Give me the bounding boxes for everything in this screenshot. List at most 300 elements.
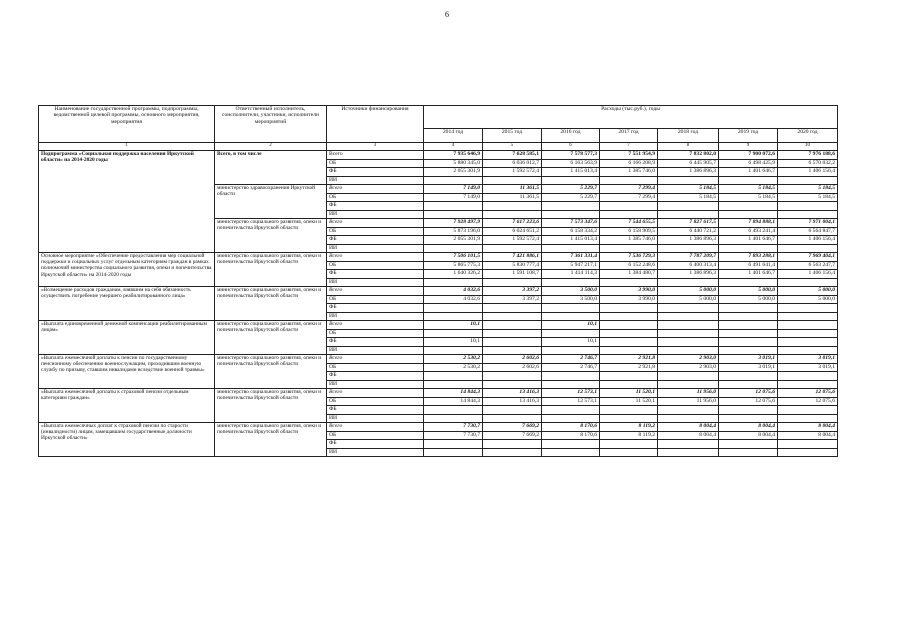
amount-cell [719,202,778,211]
amount-cell [719,448,778,457]
amount-cell [424,176,483,185]
amount-cell [424,372,483,381]
responsible-cell: министерство социального развития, опеки и попечительства Иркутской области [215,423,327,457]
amount-cell [658,210,719,219]
responsible-cell: министерство социального развития, опеки и попечительства Иркутской области [215,389,327,423]
amount-cell: 5 184,5 [658,193,719,202]
header-year: 2017 год [600,129,658,143]
amount-cell: 3 019,1 [719,355,778,364]
amount-cell: 4 032,6 [424,295,483,304]
program-name-cell: «Выплата ежемесячной доплаты к пенсии по государственному пенсионному обеспечению военнослужащим, проходившим военную службу по призыву, ставшим инвалидами вследствие военной травмы» [39,355,215,389]
amount-cell [658,202,719,211]
header-year: 2016 год [542,129,600,143]
amount-cell: 3 990,0 [600,295,658,304]
amount-cell: 6 570 032,2 [778,159,838,168]
funding-source-cell: ОБ [327,329,424,338]
amount-cell [658,176,719,185]
responsible-cell: министерство социального развития, опеки и попечительства Иркутской области [215,321,327,355]
amount-cell: 6 498 425,9 [719,159,778,168]
amount-cell: 6 564 847,7 [778,227,838,236]
funding-source-cell: ИИ [327,414,424,423]
amount-cell [483,321,542,330]
header-year: 2019 год [719,129,778,143]
funding-source-cell: Всего [327,321,424,330]
amount-cell [483,210,542,219]
amount-cell [542,406,600,415]
amount-cell: 13 416,3 [483,389,542,398]
amount-cell: 5 184,5 [778,185,838,194]
amount-cell: 7 935 646,9 [424,151,483,160]
amount-cell: 3 500,0 [542,295,600,304]
amount-cell: 8 004,4 [658,423,719,432]
program-name-cell: «Выплата единовременной денежной компенсации реабилитированным лицам» [39,321,215,355]
amount-cell [542,414,600,423]
column-number: 8 [658,143,719,151]
funding-source-cell: Всего [327,423,424,432]
amount-cell [424,312,483,321]
amount-cell: 8 170,6 [542,431,600,440]
amount-cell [483,380,542,389]
amount-cell [483,244,542,253]
amount-cell: 1 415 013,4 [542,236,600,245]
amount-cell: 6 152 248,6 [600,261,658,270]
column-number: 3 [327,143,424,151]
funding-source-cell: ОБ [327,397,424,406]
amount-cell: 7 971 004,1 [778,219,838,228]
amount-cell: 2 530,2 [424,363,483,372]
amount-cell: 2 746,7 [542,355,600,364]
program-name-cell: «Выплата ежемесячной доплаты к страховой пенсии отдельным категориям граждан» [39,389,215,423]
amount-cell: 7 149,0 [424,193,483,202]
amount-cell: 1 401 646,7 [719,236,778,245]
funding-source-cell: ФБ [327,406,424,415]
funding-source-cell: ИИ [327,380,424,389]
amount-cell [600,329,658,338]
amount-cell: 12 573,1 [542,389,600,398]
amount-cell: 11 361,5 [483,193,542,202]
amount-cell [658,329,719,338]
responsible-cell: министерство социального развития, опеки и попечительства Иркутской области [215,253,327,287]
table-row [39,287,838,296]
amount-cell: 2 055 301,9 [424,236,483,245]
expenses-table [38,105,838,457]
amount-cell [658,346,719,355]
amount-cell: 3 019,1 [719,363,778,372]
amount-cell: 7 669,2 [483,431,542,440]
amount-cell: 7 894 888,1 [719,219,778,228]
amount-cell: 5 830 777,4 [483,261,542,270]
amount-cell [483,440,542,449]
amount-cell: 10,1 [542,321,600,330]
amount-cell [719,321,778,330]
amount-cell: 8 004,4 [719,423,778,432]
amount-cell: 7 628 585,1 [483,151,542,160]
amount-cell: 7 730,7 [424,423,483,432]
header-year: 2018 год [658,129,719,143]
amount-cell: 11 520,1 [600,397,658,406]
amount-cell [600,406,658,415]
amount-cell [600,244,658,253]
header-year: 2020 год [778,129,838,143]
amount-cell: 5 000,0 [719,295,778,304]
amount-cell: 13 416,3 [483,397,542,406]
amount-cell [719,338,778,347]
amount-cell: 1 406 156,4 [778,168,838,177]
amount-cell: 3 019,1 [778,355,838,364]
column-number: 6 [542,143,600,151]
amount-cell [542,210,600,219]
amount-cell [600,448,658,457]
amount-cell: 7 506 101,5 [424,253,483,262]
amount-cell: 7 827 617,5 [658,219,719,228]
amount-cell: 14 844,3 [424,389,483,398]
amount-cell: 6 491 641,4 [719,261,778,270]
amount-cell: 1 386 896,3 [658,270,719,279]
amount-cell [719,278,778,287]
amount-cell [542,448,600,457]
amount-cell: 2 530,2 [424,355,483,364]
amount-cell: 2 746,7 [542,363,600,372]
funding-source-cell: ОБ [327,193,424,202]
amount-cell: 14 844,3 [424,397,483,406]
amount-cell: 1 591 108,7 [483,270,542,279]
amount-cell [719,312,778,321]
amount-cell [719,329,778,338]
amount-cell [778,440,838,449]
funding-source-cell: Всего [327,185,424,194]
amount-cell [719,346,778,355]
amount-cell [542,312,600,321]
amount-cell [600,210,658,219]
amount-cell: 1 401 646,7 [719,270,778,279]
table-row [39,389,838,398]
amount-cell: 7 299,4 [600,193,658,202]
amount-cell [600,414,658,423]
column-number: 5 [483,143,542,151]
amount-cell [600,380,658,389]
funding-source-cell: ИИ [327,312,424,321]
amount-cell: 5 000,0 [778,295,838,304]
amount-cell: 2 602,6 [483,363,542,372]
amount-cell [600,202,658,211]
amount-cell [719,406,778,415]
amount-cell: 12 075,6 [778,397,838,406]
amount-cell: 6 563 247,7 [778,261,838,270]
amount-cell [483,176,542,185]
table-row [39,151,838,160]
amount-cell [424,278,483,287]
amount-cell [778,321,838,330]
amount-cell: 5 865 775,3 [424,261,483,270]
amount-cell [778,329,838,338]
funding-source-cell: ИИ [327,244,424,253]
funding-source-cell: ИИ [327,278,424,287]
amount-cell: 5 184,5 [658,185,719,194]
amount-cell: 1 406 156,4 [778,270,838,279]
program-name-cell: «Выплата ежемесячных доплат к страховой пенсии по старости (инвалидности) лицам, замещавшим государственные должности Иркутской области» [39,423,215,457]
amount-cell: 3 990,0 [600,287,658,296]
amount-cell: 8 004,4 [658,431,719,440]
amount-cell [778,278,838,287]
funding-source-cell: ОБ [327,363,424,372]
amount-cell [424,380,483,389]
column-number: 10 [778,143,838,151]
amount-cell: 6 445 905,7 [658,159,719,168]
amount-cell [424,414,483,423]
amount-cell: 11 520,1 [600,389,658,398]
amount-cell: 1 386 896,3 [658,168,719,177]
amount-cell [542,329,600,338]
amount-cell: 7 617 223,6 [483,219,542,228]
amount-cell [542,176,600,185]
funding-source-cell: ФБ [327,440,424,449]
amount-cell [483,406,542,415]
amount-cell [658,448,719,457]
column-number: 9 [719,143,778,151]
amount-cell: 1 384 480,7 [600,270,658,279]
amount-cell: 1 385 746,0 [600,168,658,177]
amount-cell [658,304,719,313]
amount-cell [778,380,838,389]
amount-cell [483,304,542,313]
funding-source-cell: ФБ [327,338,424,347]
amount-cell [600,372,658,381]
funding-source-cell: ФБ [327,236,424,245]
amount-cell: 1 386 896,3 [658,236,719,245]
funding-source-cell: ОБ [327,227,424,236]
amount-cell [483,346,542,355]
amount-cell [542,372,600,381]
amount-cell: 5 000,0 [778,287,838,296]
table-row [39,355,838,364]
amount-cell: 5 000,0 [658,287,719,296]
table-row [39,423,838,432]
amount-cell: 6 440 721,2 [658,227,719,236]
amount-cell: 5 184,5 [719,193,778,202]
amount-cell: 6 163 563,9 [542,159,600,168]
amount-cell: 7 551 954,9 [600,151,658,160]
amount-cell: 7 787 209,7 [658,253,719,262]
funding-source-cell: ОБ [327,159,424,168]
amount-cell [778,372,838,381]
amount-cell [600,304,658,313]
amount-cell: 7 149,0 [424,185,483,194]
amount-cell: 1 415 013,4 [542,168,600,177]
amount-cell: 5 229,7 [542,193,600,202]
amount-cell [483,329,542,338]
amount-cell: 11 361,5 [483,185,542,194]
amount-cell: 1 385 746,0 [600,236,658,245]
program-name-cell: Основное мероприятие «Обеспечение предоставления мер социальной поддержки и социальных услуг отдельным категориям граждан в рамках полномочий министерства социального развития, опеки и попечительства Иркутской области» на 2014-2020 годы [39,253,215,287]
amount-cell: 6 400 313,4 [658,261,719,270]
amount-cell: 6 024 651,2 [483,227,542,236]
amount-cell [658,278,719,287]
funding-source-cell: ИИ [327,210,424,219]
amount-cell: 12 573,1 [542,397,600,406]
amount-cell: 5 873 196,0 [424,227,483,236]
amount-cell: 5 947 217,1 [542,261,600,270]
amount-cell: 8 119,2 [600,431,658,440]
amount-cell [600,176,658,185]
responsible-cell: министерство социального развития, опеки и попечительства Иркутской области [215,287,327,321]
amount-cell: 5 000,0 [719,287,778,296]
funding-source-cell: ИИ [327,176,424,185]
amount-cell: 2 903,0 [658,355,719,364]
amount-cell [542,202,600,211]
amount-cell: 7 544 655,5 [600,219,658,228]
amount-cell: 6 493 241,4 [719,227,778,236]
amount-cell [778,312,838,321]
amount-cell [778,406,838,415]
amount-cell [483,278,542,287]
column-number: 7 [600,143,658,151]
amount-cell [600,278,658,287]
amount-cell [424,202,483,211]
column-number: 2 [215,143,327,151]
amount-cell: 4 032,6 [424,287,483,296]
funding-source-cell: Всего [327,287,424,296]
amount-cell: 5 229,7 [542,185,600,194]
amount-cell: 1 640 326,2 [424,270,483,279]
amount-cell: 7 730,7 [424,431,483,440]
amount-cell [424,448,483,457]
amount-cell [600,321,658,330]
amount-cell: 5 184,5 [778,193,838,202]
header-responsible: Ответственный исполнитель, соисполнители, участники, исполнители мероприятий [215,106,327,143]
funding-source-cell: Всего [327,219,424,228]
amount-cell [424,304,483,313]
amount-cell: 5 000,0 [658,295,719,304]
amount-cell: 1 592 572,4 [483,168,542,177]
amount-cell: 1 406 156,4 [778,236,838,245]
amount-cell: 7 928 497,9 [424,219,483,228]
funding-source-cell: ФБ [327,168,424,177]
amount-cell: 12 075,6 [719,389,778,398]
amount-cell: 8 004,4 [778,423,838,432]
amount-cell [424,406,483,415]
amount-cell: 12 075,6 [778,389,838,398]
amount-cell [658,440,719,449]
funding-source-cell: ОБ [327,261,424,270]
amount-cell [424,210,483,219]
amount-cell: 5 880 345,0 [424,159,483,168]
amount-cell [719,440,778,449]
amount-cell [719,176,778,185]
amount-cell: 11 956,0 [658,389,719,398]
amount-cell [600,346,658,355]
amount-cell: 3 397,2 [483,287,542,296]
amount-cell [778,338,838,347]
amount-cell [424,244,483,253]
amount-cell: 10,1 [424,338,483,347]
funding-source-cell: ОБ [327,295,424,304]
amount-cell [658,338,719,347]
amount-cell [424,346,483,355]
amount-cell [600,338,658,347]
funding-source-cell: ИИ [327,346,424,355]
amount-cell: 6 158 909,5 [600,227,658,236]
amount-cell [778,202,838,211]
amount-cell: 2 055 301,9 [424,168,483,177]
amount-cell [600,312,658,321]
amount-cell: 7 893 288,1 [719,253,778,262]
amount-cell [600,440,658,449]
amount-cell [719,210,778,219]
header-program-name: Наименование государственной программы, подпрограммы, ведомственной целевой программы, основного мероприятия, мероприятия [39,106,215,143]
responsible-cell: министерство социального развития, опеки и попечительства Иркутской области [215,219,327,253]
amount-cell [483,414,542,423]
amount-cell: 2 903,0 [658,363,719,372]
funding-source-cell: Всего [327,355,424,364]
amount-cell: 7 832 802,0 [658,151,719,160]
amount-cell [778,304,838,313]
amount-cell [778,448,838,457]
amount-cell: 3 019,1 [778,363,838,372]
header-year: 2015 год [483,129,542,143]
amount-cell [483,448,542,457]
funding-source-cell: ОБ [327,431,424,440]
amount-cell: 8 119,2 [600,423,658,432]
header-source: Источники финансирования [327,106,424,143]
responsible-cell: министерство здравоохранения Иркутской области [215,185,327,219]
amount-cell: 7 573 347,6 [542,219,600,228]
amount-cell [658,321,719,330]
amount-cell: 6 036 012,7 [483,159,542,168]
amount-cell [778,346,838,355]
funding-source-cell: Всего [327,151,424,160]
amount-cell: 10,1 [424,321,483,330]
program-name-cell: «Возмещение расходов гражданам, взявшим на себя обязанность осуществить погребение умершего реабилитированного лица» [39,287,215,321]
table-row [39,321,838,330]
amount-cell: 7 361 331,4 [542,253,600,262]
amount-cell [483,372,542,381]
amount-cell [719,244,778,253]
column-number: 4 [424,143,483,151]
amount-cell: 1 414 114,3 [542,270,600,279]
amount-cell [658,406,719,415]
header-expenses: Расходы (тыс.руб.), годы [424,106,838,129]
table-row [39,253,838,262]
amount-cell: 7 299,4 [600,185,658,194]
amount-cell [778,414,838,423]
amount-cell [778,244,838,253]
amount-cell: 8 170,6 [542,423,600,432]
amount-cell [778,176,838,185]
amount-cell [542,440,600,449]
amount-cell [658,372,719,381]
amount-cell [719,304,778,313]
amount-cell: 5 184,5 [719,185,778,194]
amount-cell: 7 536 729,3 [600,253,658,262]
amount-cell: 1 401 646,7 [719,168,778,177]
funding-source-cell: ИИ [327,448,424,457]
header-year: 2014 год [424,129,483,143]
amount-cell [542,244,600,253]
amount-cell [658,414,719,423]
amount-cell [424,440,483,449]
amount-cell: 8 004,4 [778,431,838,440]
responsible-cell: министерство социального развития, опеки и попечительства Иркутской области [215,355,327,389]
amount-cell [658,380,719,389]
page-number: 6 [445,10,449,19]
amount-cell [719,372,778,381]
amount-cell: 6 158 334,2 [542,227,600,236]
amount-cell [542,278,600,287]
funding-source-cell: ФБ [327,202,424,211]
amount-cell: 10,1 [542,338,600,347]
amount-cell [542,346,600,355]
amount-cell: 2 921,8 [600,355,658,364]
